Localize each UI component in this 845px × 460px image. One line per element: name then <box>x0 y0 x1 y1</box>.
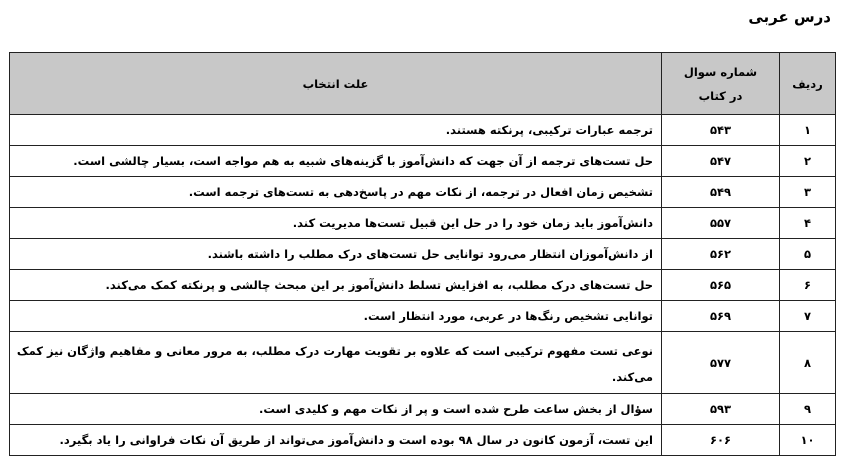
question-number-cell: ۵۶۵ <box>662 270 780 301</box>
reason-cell: نوعی تست مفهوم ترکیبی است که علاوه بر تقویت مهارت درک مطلب، به مرور معانی و مفاهیم واژگان نیز کمک می‌کند. <box>10 332 662 394</box>
row-index-cell: ۸ <box>780 332 836 394</box>
reason-cell: حل تست‌های درک مطلب، به افزایش تسلط دانش‌آموز بر این مبحث چالشی و پرنکته کمک می‌کند. <box>10 270 662 301</box>
row-index-cell: ۵ <box>780 239 836 270</box>
table-row <box>10 270 836 301</box>
question-number-cell: ۵۹۳ <box>662 394 780 425</box>
header-reason: علت انتخاب <box>10 53 662 115</box>
table-row <box>10 177 836 208</box>
table-row <box>10 425 836 456</box>
reason-cell: حل تست‌های ترجمه از آن جهت که دانش‌آموز با گزینه‌های شبیه به هم مواجه است، بسیار چالشی است. <box>10 146 662 177</box>
row-index-cell: ۳ <box>780 177 836 208</box>
table-row <box>10 115 836 146</box>
table-row <box>10 146 836 177</box>
row-index-cell: ۷ <box>780 301 836 332</box>
table-row <box>10 239 836 270</box>
row-index-cell: ۹ <box>780 394 836 425</box>
question-table <box>9 52 836 456</box>
reason-cell: سؤال از بخش ساعت طرح شده است و پر از نکات مهم و کلیدی است. <box>10 394 662 425</box>
header-question-number-line2: در کتاب <box>698 88 743 103</box>
row-index-cell: ۲ <box>780 146 836 177</box>
header-row-number: ردیف <box>780 53 836 115</box>
row-index-cell: ۴ <box>780 208 836 239</box>
question-number-cell: ۵۴۳ <box>662 115 780 146</box>
table-row <box>10 394 836 425</box>
question-number-cell: ۵۶۲ <box>662 239 780 270</box>
question-number-cell: ۵۴۷ <box>662 146 780 177</box>
row-index-cell: ۶ <box>780 270 836 301</box>
header-question-number <box>662 53 780 115</box>
row-index-cell: ۱ <box>780 115 836 146</box>
table-row <box>10 208 836 239</box>
table-header-row <box>10 53 836 115</box>
reason-cell: این تست، آزمون کانون در سال ۹۸ بوده است و دانش‌آموز می‌تواند از طریق آن نکات فراوانی را یاد بگیرد. <box>10 425 662 456</box>
table-row <box>10 301 836 332</box>
question-number-cell: ۵۵۷ <box>662 208 780 239</box>
question-number-cell: ۵۶۹ <box>662 301 780 332</box>
reason-cell: تشخیص زمان افعال در ترجمه، از نکات مهم در پاسخ‌دهی به تست‌های ترجمه است. <box>10 177 662 208</box>
question-number-cell: ۵۷۷ <box>662 332 780 394</box>
header-question-number-line1: شماره سوال <box>683 64 758 79</box>
table-row <box>10 332 836 394</box>
reason-cell: دانش‌آموز باید زمان خود را در حل این قبیل تست‌ها مدیریت کند. <box>10 208 662 239</box>
row-index-cell: ۱۰ <box>780 425 836 456</box>
reason-cell: ترجمه عبارات ترکیبی، پرنکته هستند. <box>10 115 662 146</box>
page-title: درس عربی <box>748 8 831 26</box>
question-number-cell: ۶۰۶ <box>662 425 780 456</box>
question-number-cell: ۵۴۹ <box>662 177 780 208</box>
reason-cell: از دانش‌آموزان انتظار می‌رود توانایی حل تست‌های درک مطلب را داشته باشند. <box>10 239 662 270</box>
reason-cell: توانایی تشخیص رنگ‌ها در عربی، مورد انتظار است. <box>10 301 662 332</box>
